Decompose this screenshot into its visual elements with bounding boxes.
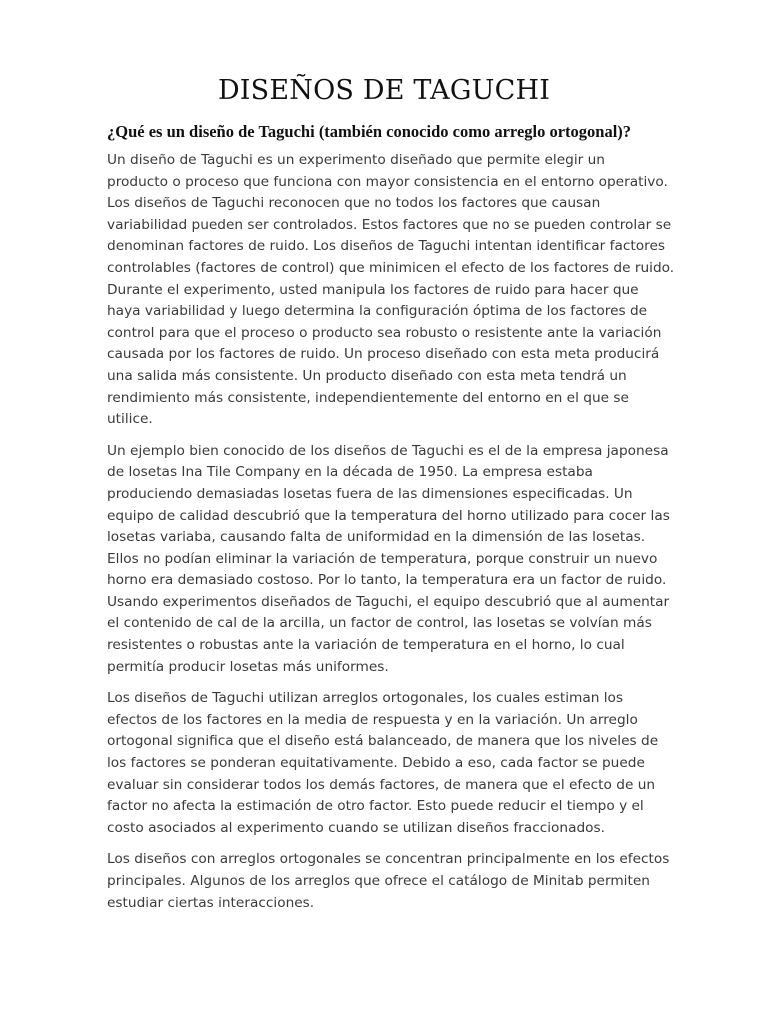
text-line: Un ejemplo bien conocido de los diseños de Taguchi es el de la empresa japonesa: [107, 442, 669, 459]
text-line: una salida más consistente. Un producto diseñado con esta meta tendrá un: [107, 367, 627, 384]
text-line: losetas variaba, causando falta de uniformidad en la dimensión de las losetas.: [107, 529, 646, 546]
text-line: control para que el proceso o producto sea robusto o resistente ante la variación: [107, 324, 662, 341]
text-line: haya variabilidad y luego determina la configuración óptima de los factores de: [107, 303, 648, 320]
text-line: el contenido de cal de la arcilla, un factor de control, las losetas se volvían más: [107, 615, 652, 632]
text-line: utilice.: [107, 411, 153, 428]
text-line: Los diseños de Taguchi utilizan arreglos ortogonales, los cuales estiman los: [107, 690, 624, 707]
text-line: variabilidad pueden ser controlados. Estos factores que no se pueden controlar se: [107, 216, 672, 233]
text-line: costo asociados al experimento cuando se utilizan diseños fraccionados.: [107, 819, 606, 836]
paragraph-definition: [107, 150, 675, 431]
text-line: evaluar sin considerar todos los demás factores, de manera que el efecto de un: [107, 776, 656, 793]
section-question-heading: ¿Qué es un diseño de Taguchi (también conocido como arreglo ortogonal)?: [107, 122, 632, 141]
text-line: rendimiento más consistente, independientemente del entorno en el que se: [107, 389, 629, 406]
text-line: causada por los factores de ruido. Un proceso diseñado con esta meta producirá: [107, 346, 660, 363]
document-body: [107, 150, 675, 924]
text-line: ortogonal significa que el diseño está balanceado, de manera que los niveles de: [107, 733, 659, 750]
text-line: equipo de calidad descubrió que la temperatura del horno utilizado para cocer las: [107, 507, 670, 524]
text-line: Usando experimentos diseñados de Taguchi, el equipo descubrió que al aumentar: [107, 593, 670, 610]
text-line: los factores se ponderan equitativamente. Debido a eso, cada factor se puede: [107, 755, 645, 772]
text-line: controlables (factores de control) que minimicen el efecto de los factores de ruido.: [107, 259, 675, 276]
text-line: Ellos no podían eliminar la variación de temperatura, porque construir un nuevo: [107, 550, 658, 567]
text-line: de losetas Ina Tile Company en la década de 1950. La empresa estaba: [107, 464, 593, 481]
text-line: efectos de los factores en la media de respuesta y en la variación. Un arreglo: [107, 711, 638, 728]
text-line: principales. Algunos de los arreglos que ofrece el catálogo de Minitab permiten: [107, 873, 650, 889]
text-line: estudiar ciertas interacciones.: [107, 894, 315, 911]
paragraph-main-effects: [107, 849, 670, 914]
text-line: Los diseños de Taguchi reconocen que no todos los factores que causan: [107, 195, 601, 212]
text-line: factor no afecta la estimación de otro factor. Esto puede reducir el tiempo y el: [107, 798, 644, 815]
text-line: permitía producir losetas más uniformes.: [107, 658, 389, 675]
text-line: Los diseños con arreglos ortogonales se concentran principalmente en los efectos: [107, 851, 670, 868]
paragraph-example: [107, 441, 670, 679]
text-line: horno era demasiado costoso. Por lo tanto, la temperatura era un factor de ruido.: [107, 572, 667, 589]
text-line: resistentes o robustas ante la variación de temperatura en el horno, lo cual: [107, 637, 625, 654]
text-line: Un diseño de Taguchi es un experimento diseñado que permite elegir un: [107, 152, 605, 168]
text-line: denominan factores de ruido. Los diseños de Taguchi intentan identificar factores: [107, 238, 665, 255]
text-line: Durante el experimento, usted manipula los factores de ruido para hacer que: [107, 281, 639, 298]
document-title: DISEÑOS DE TAGUCHI: [217, 75, 551, 106]
paragraph-orthogonal-arrays: [107, 688, 667, 839]
text-line: producto o proceso que funciona con mayor consistencia en el entorno operativo.: [107, 173, 668, 190]
text-line: produciendo demasiadas losetas fuera de las dimensiones especificadas. Un: [107, 485, 633, 502]
